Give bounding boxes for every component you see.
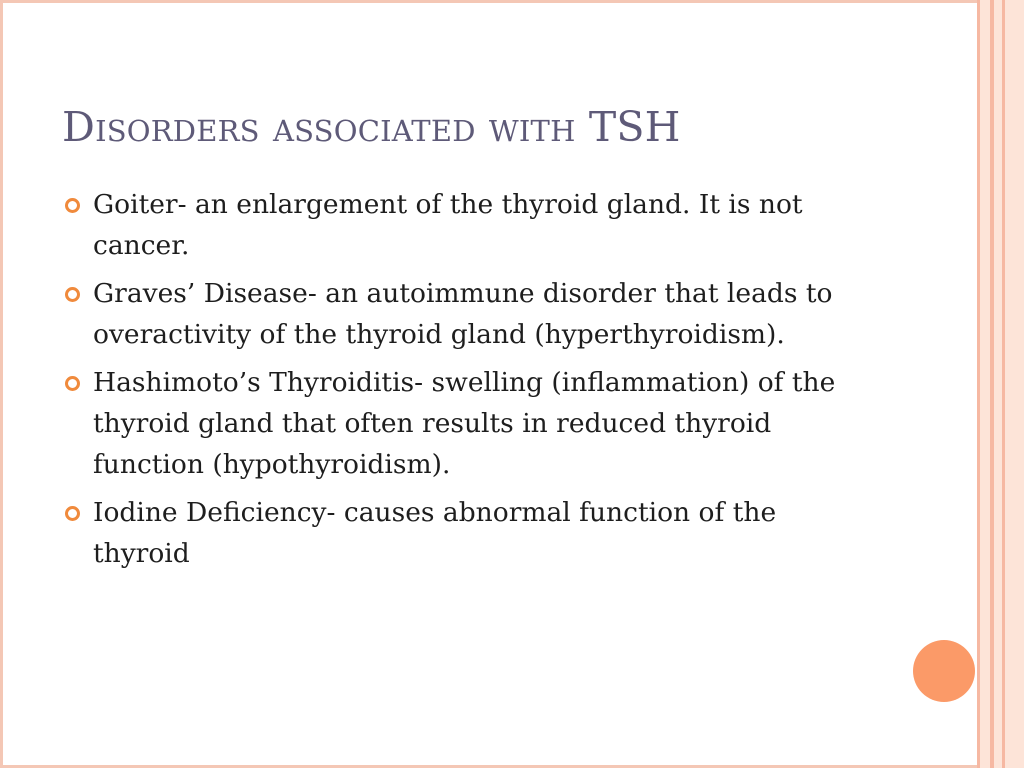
bullet-item	[64, 184, 874, 266]
bullet-text: Iodine Deficiency- causes abnormal function of the thyroid	[93, 497, 777, 569]
bullet-list	[64, 184, 874, 581]
frame-left-border	[0, 0, 3, 768]
bullet-item	[64, 492, 874, 574]
slide-title: Disorders associated with TSH	[62, 103, 681, 151]
bullet-item	[64, 273, 874, 355]
bullet-text: Goiter- an enlargement of the thyroid gland. It is not cancer.	[93, 189, 803, 261]
ring-bullet-icon	[65, 287, 80, 302]
bullet-text: Graves’ Disease- an autoimmune disorder that leads to overactivity of the thyroid gland (hyperthyroidism).	[93, 278, 833, 350]
right-stripe	[994, 0, 1002, 768]
right-stripe	[1005, 0, 1024, 768]
bullet-text: Hashimoto’s Thyroiditis- swelling (inflammation) of the thyroid gland that often results in reduced thyroid function (hypothyroidism).	[93, 367, 836, 480]
ring-bullet-icon	[65, 506, 80, 521]
frame-top-border	[0, 0, 1024, 3]
ring-bullet-icon	[65, 198, 80, 213]
bullet-item	[64, 362, 874, 485]
right-stripe	[980, 0, 990, 768]
orange-circle-decoration	[913, 640, 975, 702]
ring-bullet-icon	[65, 376, 80, 391]
